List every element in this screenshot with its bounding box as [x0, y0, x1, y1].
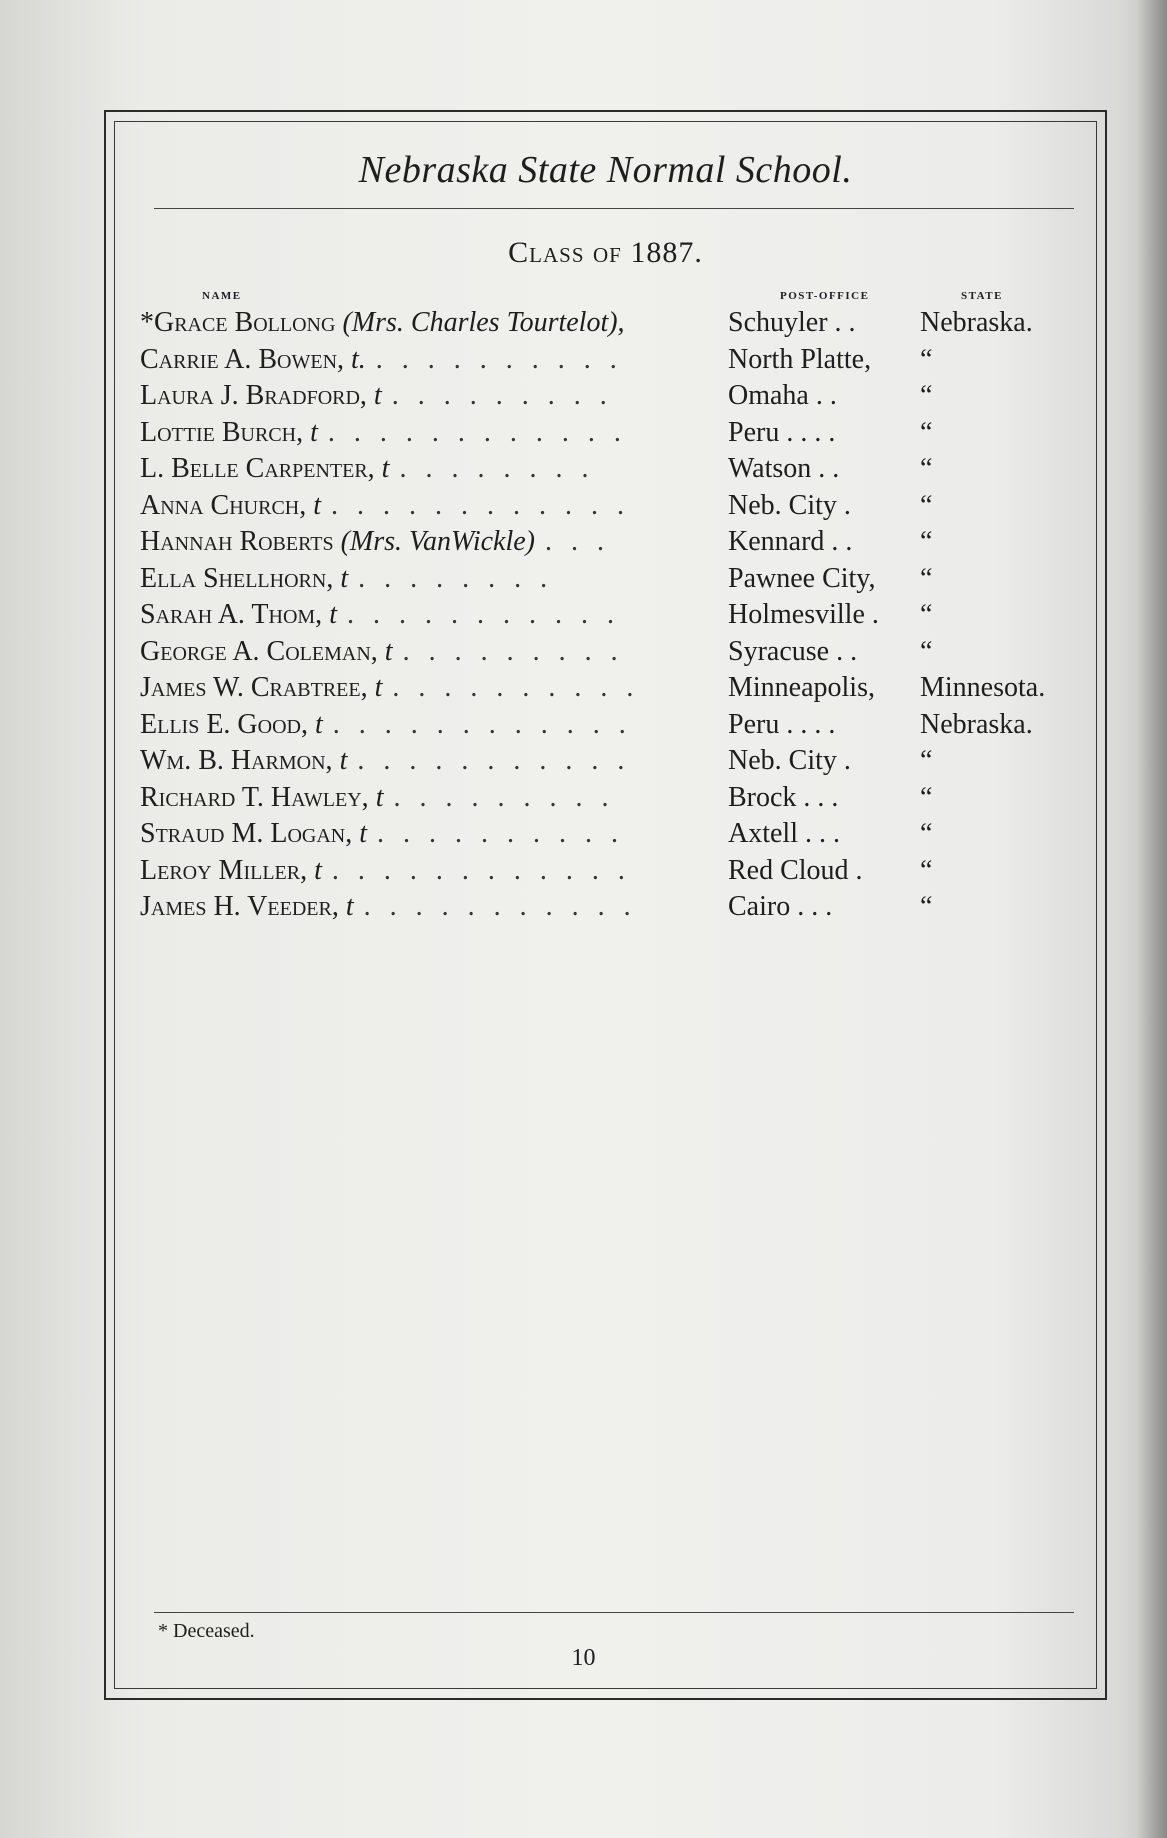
- post-office-cell: Kennard . .: [728, 526, 853, 557]
- state-cell: Minnesota.: [920, 672, 1046, 703]
- state-cell: “: [920, 416, 933, 448]
- post-office-cell: Omaha . .: [728, 380, 837, 411]
- table-row: [140, 672, 1080, 708]
- table-row: [140, 380, 1080, 416]
- graduate-name: L. Belle Carpenter, t . . . . . . . .: [140, 453, 595, 484]
- graduate-name: Straud M. Logan, t . . . . . . . . . .: [140, 818, 625, 849]
- graduate-name: *Grace Bollong (Mrs. Charles Tourtelot),: [140, 307, 625, 338]
- running-head: Nebraska State Normal School.: [358, 149, 853, 191]
- post-office-cell: Pawnee City,: [728, 562, 876, 594]
- post-office-cell: Holmesville .: [728, 599, 879, 630]
- state-cell: “: [920, 380, 933, 411]
- table-row: [140, 745, 1080, 781]
- post-office-cell: Cairo . . .: [728, 891, 833, 922]
- state-cell: “: [920, 526, 933, 557]
- page-number: 10: [571, 1645, 596, 1671]
- graduate-name: Sarah A. Thom, t . . . . . . . . . . .: [140, 599, 620, 630]
- table-row: [140, 782, 1080, 818]
- table-row: [140, 636, 1080, 672]
- post-office-cell: Axtell . . .: [728, 818, 840, 849]
- state-cell: Nebraska.: [920, 708, 1033, 740]
- state-cell: “: [920, 635, 933, 667]
- post-office-cell: Syracuse . .: [728, 635, 858, 667]
- column-header-state: STATE: [961, 290, 1003, 302]
- state-cell: “: [920, 745, 933, 776]
- state-cell: Nebraska.: [920, 307, 1033, 338]
- state-cell: “: [920, 818, 933, 849]
- table-row: [140, 855, 1080, 891]
- state-cell: “: [920, 562, 933, 594]
- table-row: [140, 344, 1080, 380]
- graduate-name: James W. Crabtree, t . . . . . . . . . .: [140, 672, 640, 703]
- post-office-cell: Minneapolis,: [728, 672, 875, 703]
- post-office-cell: Neb. City .: [728, 745, 851, 776]
- table-row: [140, 563, 1080, 599]
- graduate-name: Carrie A. Bowen, t. . . . . . . . . . .: [140, 343, 623, 375]
- post-office-cell: Red Cloud .: [728, 854, 863, 886]
- table-row: [140, 417, 1080, 453]
- graduate-name: Laura J. Bradford, t . . . . . . . . .: [140, 380, 613, 411]
- graduate-name: Richard T. Hawley, t . . . . . . . . .: [140, 781, 615, 813]
- post-office-cell: Brock . . .: [728, 781, 839, 813]
- table-row: [140, 599, 1080, 635]
- footnote: * Deceased.: [158, 1620, 255, 1642]
- post-office-cell: Watson . .: [728, 453, 840, 484]
- graduate-name: Leroy Miller, t . . . . . . . . . . . .: [140, 854, 631, 886]
- state-cell: “: [920, 489, 933, 521]
- state-cell: “: [920, 599, 933, 630]
- post-office-cell: Neb. City .: [728, 489, 851, 521]
- post-office-cell: North Platte,: [728, 343, 872, 375]
- graduate-name: Hannah Roberts (Mrs. VanWickle) . . .: [140, 526, 610, 557]
- table-row: [140, 526, 1080, 562]
- table-row: [140, 307, 1080, 343]
- table-row: [140, 818, 1080, 854]
- table-row: [140, 490, 1080, 526]
- state-cell: “: [920, 453, 933, 484]
- graduate-name: Ellis E. Good, t . . . . . . . . . . . .: [140, 708, 632, 740]
- header-rule: [154, 208, 1074, 209]
- table-row: [140, 709, 1080, 745]
- graduate-name: George A. Coleman, t . . . . . . . . .: [140, 635, 624, 667]
- post-office-cell: Peru . . . .: [728, 416, 836, 448]
- state-cell: “: [920, 854, 933, 886]
- class-title: Class of 1887.: [508, 236, 703, 269]
- state-cell: “: [920, 343, 933, 375]
- column-header-post-office: POST-OFFICE: [780, 290, 870, 302]
- graduate-name: James H. Veeder, t . . . . . . . . . . .: [140, 891, 637, 922]
- table-row: [140, 453, 1080, 489]
- graduate-name: Wm. B. Harmon, t . . . . . . . . . . .: [140, 745, 631, 776]
- table-row: [140, 891, 1080, 927]
- post-office-cell: Schuyler . .: [728, 307, 856, 338]
- state-cell: “: [920, 781, 933, 813]
- post-office-cell: Peru . . . .: [728, 708, 836, 740]
- graduate-name: Anna Church, t . . . . . . . . . . . .: [140, 489, 631, 521]
- footer-rule: [154, 1612, 1074, 1613]
- state-cell: “: [920, 891, 933, 922]
- graduate-name: Lottie Burch, t . . . . . . . . . . . .: [140, 416, 627, 448]
- spine-shadow: [1137, 0, 1167, 1838]
- column-header-name: NAME: [202, 290, 242, 302]
- graduate-name: Ella Shellhorn, t . . . . . . . .: [140, 562, 554, 594]
